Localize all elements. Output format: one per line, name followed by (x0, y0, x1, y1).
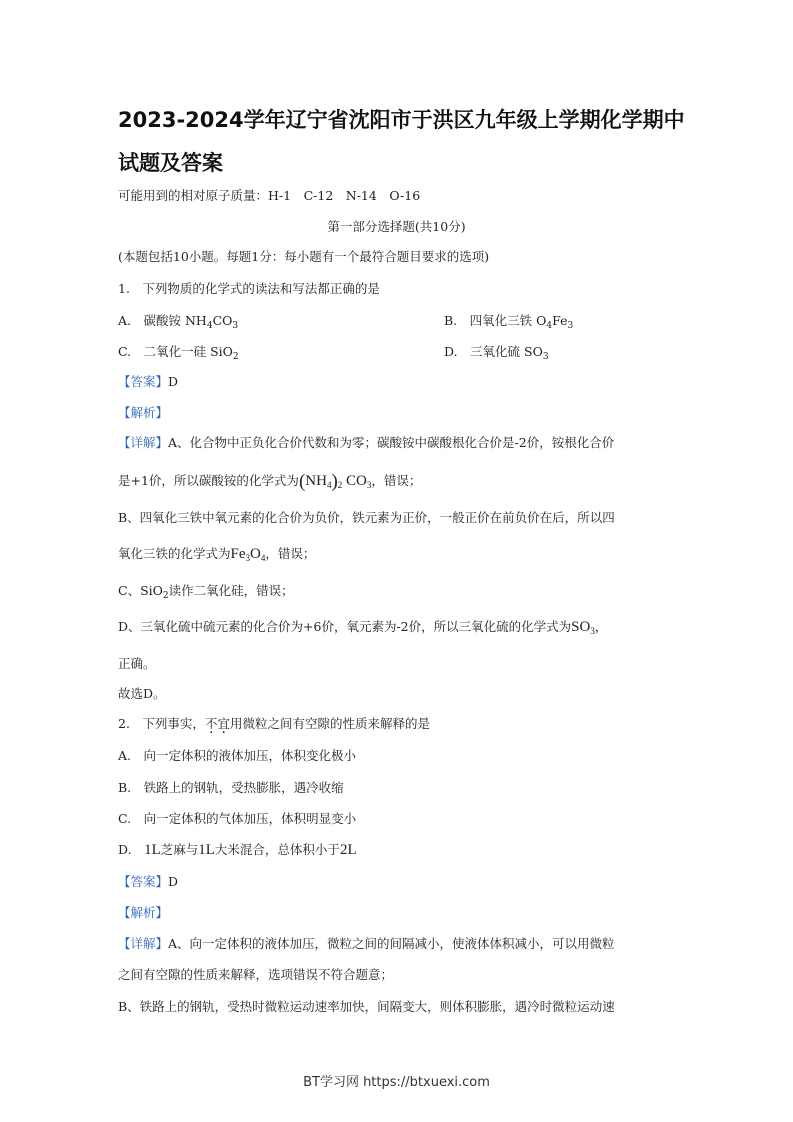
q1-detail-line5: C、SiO$_2$读作二氧化硅，错误； (118, 583, 294, 601)
document-title-line1: 2023-2024学年辽宁省沈阳市于洪区九年级上学期化学期中 (118, 108, 685, 132)
document-title-line2: 试题及答案 (118, 151, 223, 175)
q1-stem: 1. 下列物质的化学式的读法和写法都正确的是 (118, 281, 380, 296)
q2-detail-line3: B、铁路上的钢轨，受热时微粒运动速率加快，间隔变大，则体积膨胀，遇冷时微粒运动速 (118, 999, 615, 1014)
q1-detail-line1: 【详解】A、化合物中正负化合价代数和为零；碳酸铵中碳酸根化合价是-2价，铵根化合价 (118, 435, 615, 450)
atomic-masses: 可能用到的相对原子质量：H-1 C-12 N-14 O-16 (118, 188, 421, 203)
q1-detail-line3: B、四氧化三铁中氧元素的化合价为负价，铁元素为正价，一般正价在前负价在后，所以四 (118, 510, 615, 525)
q2-option-d: D. 1L芝麻与1L大米混合，总体积小于2L (118, 842, 357, 858)
q1-detail-line7: 正确。 (118, 656, 156, 671)
q2-option-c: C. 向一定体积的气体加压，体积明显变小 (118, 811, 357, 826)
footer-watermark[interactable]: BT学习网 https://btxuexi.com (303, 1075, 490, 1090)
q2-answer: 【答案】D (118, 874, 179, 889)
q1-analysis-tag: 【解析】 (118, 405, 169, 420)
q1-detail-line4: 氧化三铁的化学式为$Fe_3O_4$，错误； (118, 546, 316, 563)
q1-option-d: D. 三氧化硫 $SO_3$ (444, 344, 549, 362)
q2-detail-line1: 【详解】A、向一定体积的液体加压，微粒之间的间隔减小，使液体体积减小，可以用微粒 (118, 936, 615, 951)
q2-option-a: A. 向一定体积的液体加压，体积变化极小 (118, 748, 357, 763)
q1-conclusion: 故选D。 (118, 686, 166, 701)
q1-answer: 【答案】D (118, 374, 179, 389)
q2-option-b: B. 铁路上的钢轨，受热膨胀，遇冷收缩 (118, 780, 344, 795)
q2-analysis-tag: 【解析】 (118, 905, 169, 920)
section-description: (本题包括10小题。每题1分：每小题有一个最符合题目要求的选项) (118, 249, 490, 264)
q2-detail-line2: 之间有空隙的性质来解释，选项错误不符合题意； (118, 967, 394, 982)
q1-option-b: B. 四氧化三铁 $O_4Fe_3$ (444, 313, 574, 331)
q1-option-a: A. 碳酸铵 $NH_4CO_3$ (118, 313, 239, 331)
q1-option-c: C. 二氧化一硅 SiO$_2$ (118, 344, 239, 362)
q1-detail-line2: 是+1价，所以碳酸铵的化学式为$(NH_4)_2$ $CO_3$，错误； (118, 471, 422, 492)
q1-detail-line6: D、三氧化硫中硫元素的化合价为+6价，氧元素为-2价，所以三氧化硫的化学式为$SO_3$， (118, 619, 608, 636)
section-title: 第一部分选择题(共10分) (327, 219, 466, 234)
q2-stem: 2. 下列事实，不宜用微粒之间有空隙的性质来解释的是 (118, 716, 430, 731)
